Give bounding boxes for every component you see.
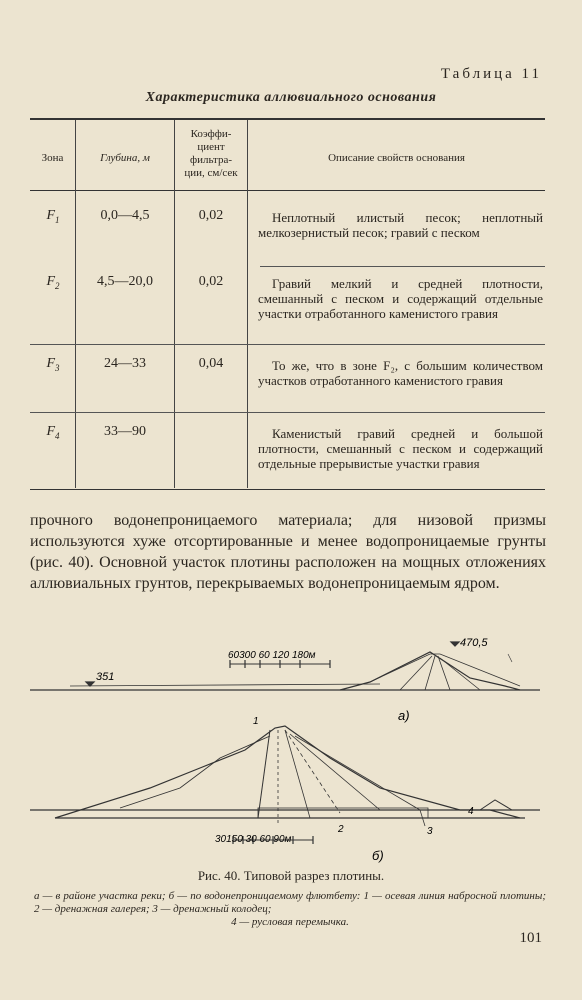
elevation-left-label: 351 [96, 671, 115, 683]
header-coef-line: Коэффи- [190, 128, 232, 140]
header-coef [175, 128, 247, 180]
elevation-marker [86, 682, 94, 686]
figure-caption: Рис. 40. Типовой разрез плотины. [197, 868, 385, 883]
section-a-label: а) [398, 708, 410, 723]
header-coef-line: циент [197, 141, 225, 153]
elevation-marker [451, 642, 459, 646]
header-desc: Описание свойств основания [328, 152, 465, 164]
row-zone: $F_4$ [46, 424, 60, 441]
row-zone: $F_3$ [46, 356, 60, 373]
scale-a-label: 60300 60 120 180м [228, 650, 316, 661]
label-4: 4 [468, 806, 474, 817]
row-divider [30, 412, 545, 413]
table-title: Характеристика аллювиального основания [145, 90, 437, 105]
reservoir-level [70, 684, 380, 686]
row-coef: 0,02 [198, 274, 224, 289]
elevation-right-label: 470,5 [460, 637, 488, 649]
header-coef-line: ции, см/сек [184, 167, 238, 179]
table-number: Таблица 11 [440, 66, 542, 82]
row-coef: 0,02 [198, 208, 224, 223]
table-header-rule [30, 190, 545, 191]
scale-b-label: 30150 30 60 90м [215, 834, 292, 845]
legend-line: а — в районе участка реки; б — по водонепроницаемому флютбету: 1 — осевая линия набросной плотины; 2 — дренажная галерея; 3 — дренажный колодец; [34, 890, 546, 915]
table-col-divider [75, 120, 76, 488]
label-2: 2 [338, 824, 344, 835]
row-depth: 4,5—20,0 [97, 274, 153, 289]
figure-legend [34, 890, 546, 929]
row-coef: 0,04 [198, 356, 224, 371]
page-number: 101 [519, 930, 542, 946]
row-divider [30, 344, 545, 345]
row-depth: 24—33 [104, 356, 146, 371]
row-desc: Гравий мелкий и средней плотности, смешанный с песком и содержащий отдельные участки отработанного каменистого гравия [258, 276, 543, 321]
cofferdam [480, 800, 512, 810]
row-zone: $F_1$ [46, 208, 60, 225]
table-col-divider [247, 120, 248, 488]
section-b [30, 726, 540, 844]
row-depth: 0,0—4,5 [100, 208, 150, 223]
table-bottom-rule [30, 489, 545, 490]
row-desc: То же, что в зоне F₂, с большим количеством участков отработанного каменистого гравия [258, 358, 543, 388]
row-zone: $F_2$ [46, 274, 60, 291]
label-1: 1 [253, 716, 259, 727]
row-desc: Каменистый гравий средней и большой плотности, смешанный с песком и содержащий отдельные прерывистые участки гравия [258, 426, 543, 471]
legend-line: 4 — русловая перемычка. [231, 916, 349, 928]
row-divider [260, 266, 545, 267]
row-desc: Неплотный илистый песок; неплотный мелкозернистый песок; гравий с песком [258, 210, 543, 240]
header-coef-line: фильтра- [189, 154, 233, 166]
header-depth: Глубина, м [100, 152, 150, 164]
label-3: 3 [427, 826, 433, 837]
header-zone: Зона [41, 152, 64, 164]
dam-cross-section-figure [0, 628, 582, 868]
table-top-rule [30, 118, 545, 120]
row-depth: 33—90 [104, 424, 146, 439]
section-b-label: б) [372, 848, 384, 863]
body-paragraph: прочного водонепроницаемого материала; для низовой призмы используются хуже отсортированные и менее водопроницаемые грунты (рис. 40). Основной участок плотины расположен на мощных отложениях аллювиальных грунтов, перекрываемых водонепроницаемым ядром. [30, 512, 546, 592]
